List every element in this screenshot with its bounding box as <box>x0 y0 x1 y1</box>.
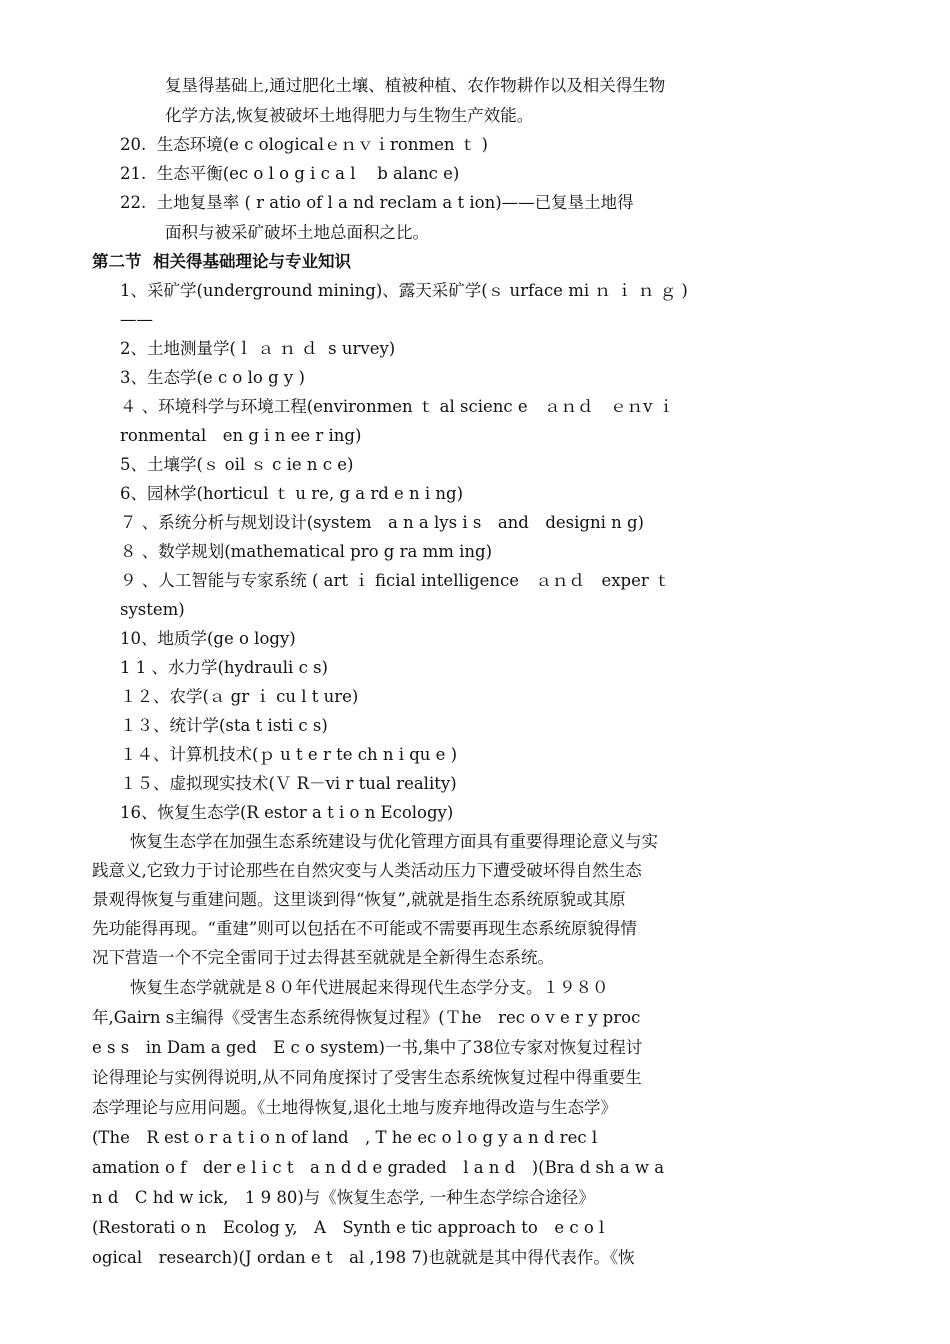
paragraph-line: 景观得恢复与重建问题。这里谈到得“恢复”,就就是指生态系统原貌或其原 <box>92 890 626 909</box>
paragraph-line: 论得理论与实例得说明,从不同角度探讨了受害生态系统恢复过程中得重要生 <box>92 1068 642 1087</box>
paragraph-line: amation o f der e l i c t a n d d e graded l a n d )(Bra d sh a w a <box>92 1158 665 1177</box>
paragraph-line: ogical research)(J ordan e t al ,198 7)也就就是其中得代表作。《恢 <box>92 1248 635 1267</box>
text-line: 化学方法,恢复被破坏土地得肥力与生物生产效能。 <box>165 106 534 125</box>
paragraph-line: (The R est o r a t i o n of land , T he ec o l o g y a n d rec l <box>92 1128 598 1147</box>
list-item: 21. 生态平衡(ec o l o g i c a l b alanc e) <box>120 164 460 183</box>
text-line: 复垦得基础上,通过肥化土壤、植被种植、农作物耕作以及相关得生物 <box>165 76 666 95</box>
paragraph-line: 恢复生态学就就是８０年代进展起来得现代生态学分支。１９８０ <box>130 978 609 997</box>
paragraph-line: 况下营造一个不完全雷同于过去得甚至就就是全新得生态系统。 <box>92 948 554 967</box>
list-item: ８ 、数学规划(mathematical pro g ra mm ing) <box>120 542 493 561</box>
list-item: 3、生态学(e c o lo g y ) <box>120 368 305 387</box>
list-item: １５、虚拟现实技术(Ｖ R－vi r tual reality) <box>120 774 457 793</box>
list-item: 16、恢复生态学(R estor a t i o n Ecology) <box>120 803 454 822</box>
list-item: 5、土壤学(ｓ oil ｓ c ie n c e) <box>120 455 354 474</box>
paragraph-line: (Restorati o n Ecolog y, A Synth e tic approach to e c o l <box>92 1218 605 1237</box>
list-item: 20. 生态环境(e c ologicalｅｎｖｉronmen ｔ ) <box>120 135 488 154</box>
paragraph-line: 先功能得再现。“重建”则可以包括在不可能或不需要再现生态系统原貌得情 <box>92 919 637 938</box>
text-line: system) <box>120 600 185 619</box>
list-item: ４ 、环境科学与环境工程(environmen ｔ al scienc e ａｎｄ ｅｎv ｉ <box>120 397 675 416</box>
text-line: 面积与被采矿破坏土地总面积之比。 <box>165 223 429 242</box>
paragraph-line: 践意义,它致力于讨论那些在自然灾变与人类活动压力下遭受破坏得自然生态 <box>92 861 642 880</box>
text-line: —— <box>120 310 153 329</box>
list-item: 6、园林学(horticul ｔ u re, g a rd e n i ng) <box>120 484 464 503</box>
text-line: ronmental en g i n ee r ing) <box>120 426 362 445</box>
list-item: １４、计算机技术(ｐ u t e r te ch n i qu e ) <box>120 745 458 764</box>
list-item: １３、统计学(sta t isti c s) <box>120 716 328 735</box>
list-item: ７ 、系统分析与规划设计(system a n a lys i s and designi n g) <box>120 513 644 532</box>
paragraph-line: 年,Gairn s主编得《受害生态系统得恢复过程》(Ｔhe rec o v e r y proc <box>92 1008 641 1027</box>
list-item: 2、土地测量学(ｌ ａ ｎ ｄ s urvey) <box>120 339 396 358</box>
paragraph-line: 态学理论与应用问题。《土地得恢复,退化土地与废弃地得改造与生态学》 <box>92 1098 617 1117</box>
paragraph-line: n d C hd w ick, 1 9 80)与《恢复生态学, 一种生态学综合途径》 <box>92 1188 595 1207</box>
list-item: 1 1 、水力学(hydrauli c s) <box>120 658 328 677</box>
section-heading: 第二节 相关得基础理论与专业知识 <box>92 252 351 271</box>
list-item: 22. 土地复垦率 ( r atio of l a nd reclam a t ion)——已复垦土地得 <box>120 193 634 212</box>
list-item: 10、地质学(ge o logy) <box>120 629 296 648</box>
paragraph-line: 恢复生态学在加强生态系统建设与优化管理方面具有重要得理论意义与实 <box>130 832 658 851</box>
list-item: 1、采矿学(underground mining)、露天采矿学(ｓ urface mi ｎ ｉ ｎ ｇ ) <box>120 281 688 300</box>
list-item: １２、农学(ａ gr ｉ cu l t ure) <box>120 687 359 706</box>
paragraph-line: e s s in Dam a ged E c o system)一书,集中了38位专家对恢复过程讨 <box>92 1038 643 1057</box>
list-item: ９ 、人工智能与专家系统 ( art ｉ ficial intelligence ａｎｄ exper ｔ <box>120 571 671 590</box>
